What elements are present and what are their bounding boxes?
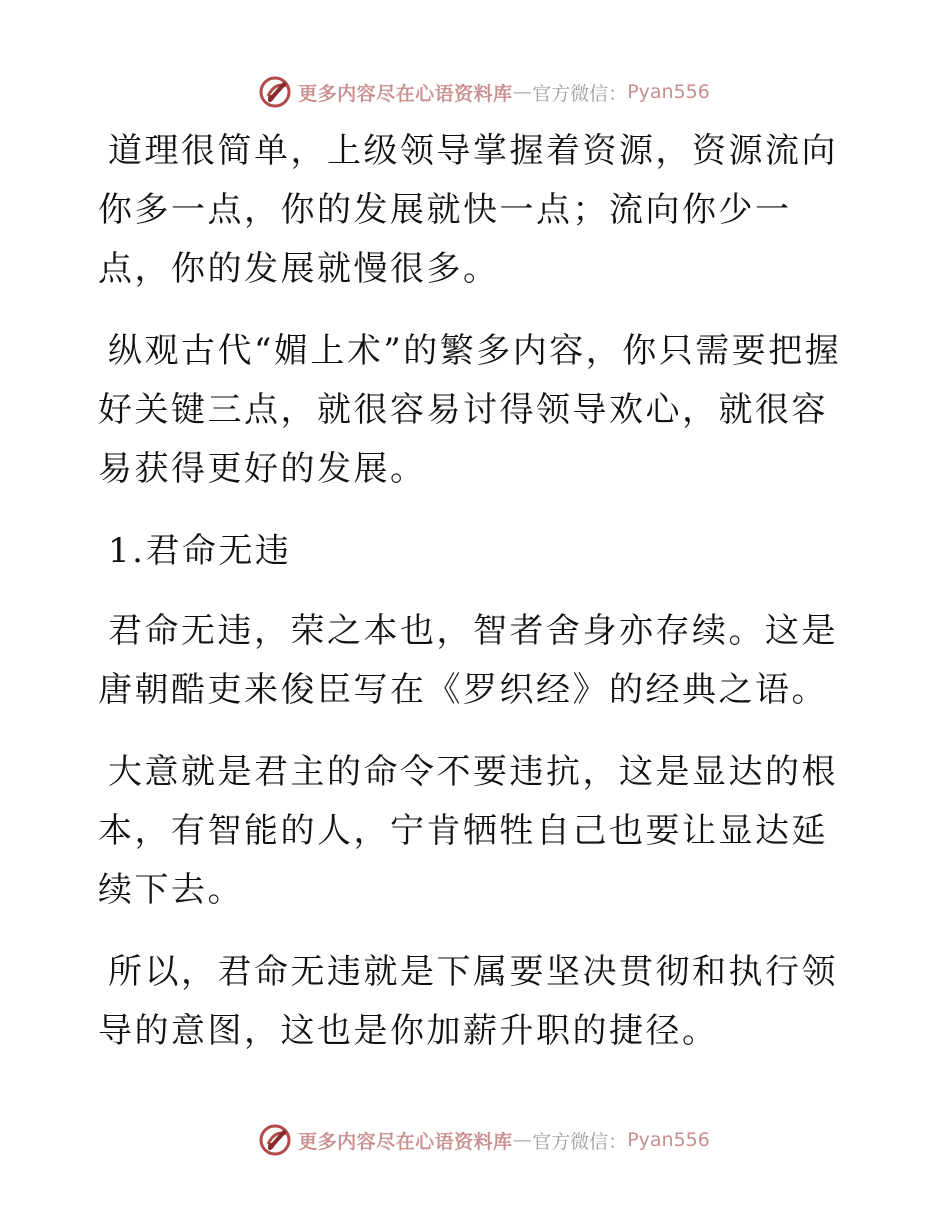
watermark-official-label: 官方微信： bbox=[532, 82, 628, 105]
brand-logo-icon bbox=[258, 74, 294, 110]
watermark-dash: — bbox=[512, 1129, 533, 1151]
paragraph-meaning: 大意就是君主的命令不要违抗，这是显达的根本，有智能的人，宁肯牺牲自己也要让显达延续下去。 bbox=[98, 752, 838, 910]
document-body bbox=[98, 122, 858, 1084]
watermark-wechat-id: Pyan556 bbox=[627, 1129, 710, 1151]
section-heading: 1.君命无违 bbox=[108, 531, 292, 571]
watermark-site-text: 更多内容尽在心语资料库 bbox=[298, 82, 513, 105]
footer-watermark bbox=[0, 1120, 950, 1160]
watermark-site-text: 更多内容尽在心语资料库 bbox=[298, 1130, 513, 1153]
watermark-official-label: 官方微信： bbox=[532, 1130, 628, 1153]
watermark-wechat-id: Pyan556 bbox=[627, 81, 710, 103]
header-watermark bbox=[0, 72, 950, 112]
brand-logo-icon bbox=[258, 1122, 294, 1158]
paragraph-resources: 道理很简单，上级领导掌握着资源，资源流向你多一点，你的发展就快一点；流向你少一点，你的发展就慢很多。 bbox=[98, 131, 838, 289]
watermark-dash: — bbox=[512, 81, 533, 103]
watermark-group bbox=[258, 1122, 710, 1158]
paragraph-three-points: 纵观古代“媚上术”的繁多内容，你只需要把握好关键三点，就很容易讨得领导欢心，就很容易获得更好的发展。 bbox=[98, 331, 842, 489]
paragraph-quote: 君命无违，荣之本也，智者舍身亦存续。这是唐朝酷吏来俊臣写在《罗织经》的经典之语。 bbox=[98, 611, 838, 710]
paragraph-conclusion: 所以，君命无违就是下属要坚决贯彻和执行领导的意图，这也是你加薪升职的捷径。 bbox=[98, 952, 838, 1051]
watermark-group bbox=[258, 74, 710, 110]
